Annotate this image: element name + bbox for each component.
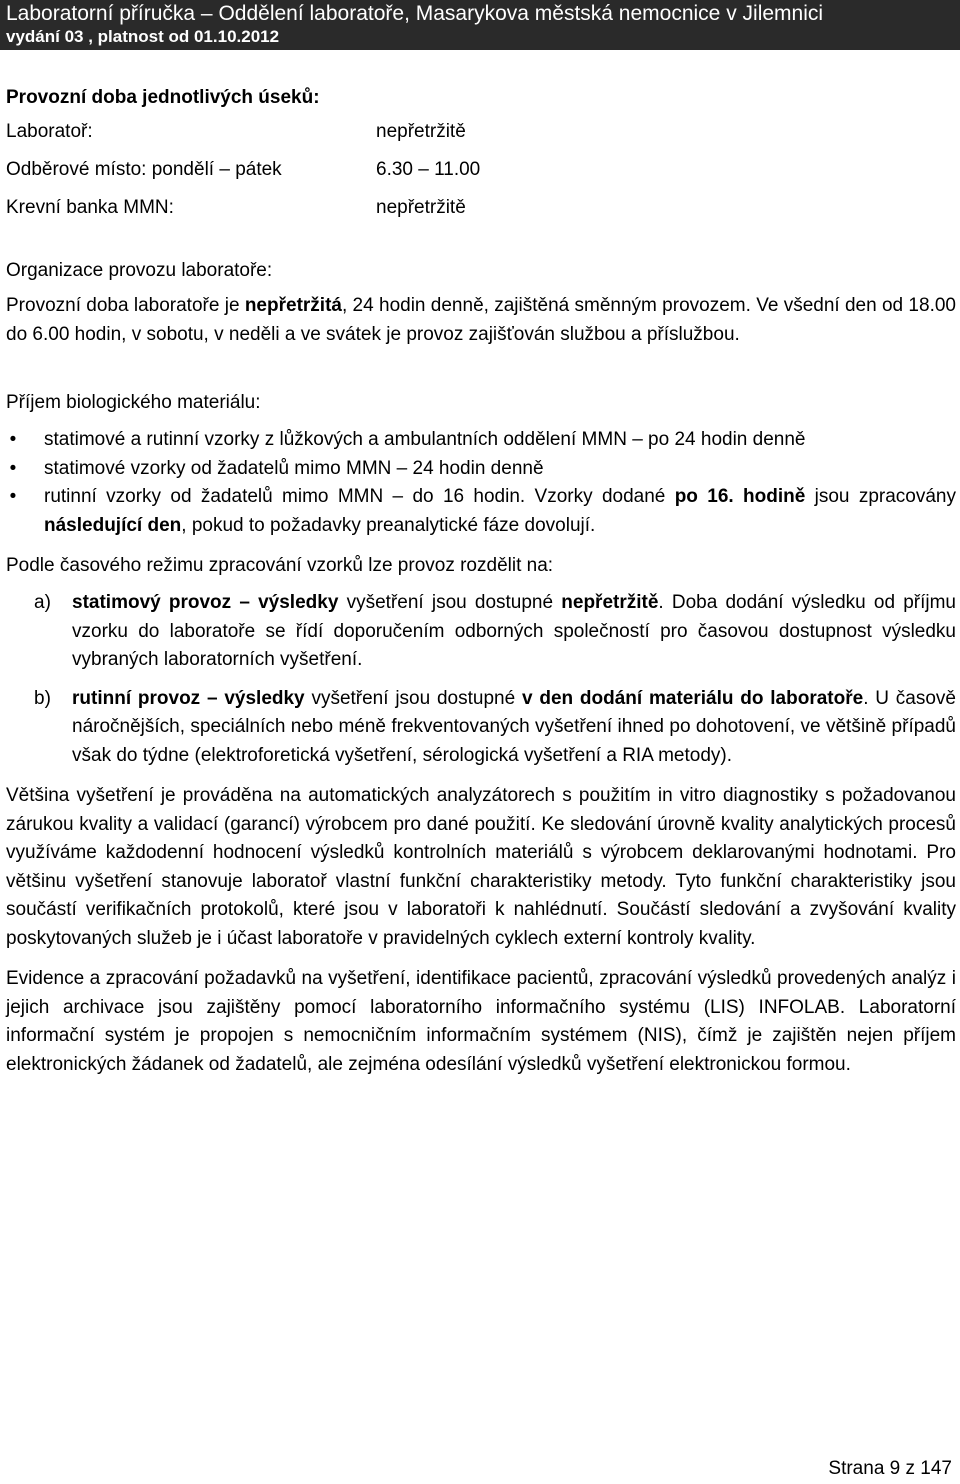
bullet-icon: • [9, 486, 17, 507]
item-text [72, 685, 956, 771]
hours-row-value: nepřetržitě [376, 121, 466, 142]
hours-row-label: Odběrové místo: pondělí – pátek [6, 159, 282, 180]
text-run-bold: následující den [44, 514, 182, 536]
text-run: . U časově náročnějších, speciálních nebo méně frekventovaných vyšetření ihned po dohotovení, ve většině případů však do týdne (elektroforetická vyšetření, sérologická vyšetření a RIA metody). [72, 687, 956, 766]
hours-row-label: Krevní banka MMN: [6, 197, 174, 218]
bullet-icon: • [9, 429, 17, 450]
edition-info: vydání 03 , platnost od 01.10.2012 [6, 27, 280, 46]
page-number: Strana 9 z 147 [828, 1458, 952, 1479]
organization-paragraph [6, 292, 956, 349]
hours-row-value: nepřetržitě [376, 197, 466, 218]
regime-item-b [6, 685, 956, 771]
item-text [72, 589, 956, 675]
list-item-text: statimové a rutinní vzorky z lůžkových a ambulantních oddělení MMN – po 24 hodin denně [44, 429, 806, 450]
list-item [6, 426, 956, 455]
text-run-bold: po 16. hodině [674, 486, 806, 507]
list-item-text: statimové vzorky od žadatelů mimo MMN – 24 hodin denně [44, 457, 544, 479]
page-header [0, 0, 960, 50]
hours-row [6, 113, 956, 151]
text-run: vyšetření jsou dostupné [304, 687, 522, 709]
section-heading-organization: Organizace provozu laboratoře: [6, 260, 273, 281]
document-title: Laboratorní příručka – Oddělení laboratoře, Masarykova městská nemocnice v Jilemnici [6, 2, 824, 25]
text-run-bold: statimový provoz – výsledky [72, 592, 339, 613]
quality-paragraph: Většina vyšetření je prováděna na automatických analyzátorech s použitím in vitro diagnostiky s požadovanou zárukou kvality a validací (garancí) výrobcem pro dané použití. Ke sledování úrovně kvality analytických procesů využíváme každodenní hodnocení výsledků kontrolních materiálů s výrobcem deklarovanými hodnotami. Pro většinu vyšetření stanovuje laboratoř vlastní funkční charakteristiky metody. Tyto funkční charakteristiky jsou součástí verifikačních protokolů, které jsou v laboratoři k nahlédnutí. Součástí sledování a zvyšování kvality poskytovaných služeb je i účast laboratoře v pravidelných cyklech externí kontroly kvality. [6, 785, 956, 949]
bullet-icon: • [9, 457, 17, 479]
text-run: rutinní vzorky od žadatelů mimo MMN – do 16 hodin. Vzorky dodané [44, 486, 675, 507]
text-run-bold: rutinní provoz – výsledky [72, 687, 305, 709]
text-run: jsou zpracovány [805, 486, 957, 507]
document-body [6, 84, 956, 1079]
hours-row [6, 151, 956, 189]
item-label: a) [34, 592, 51, 613]
text-run: Provozní doba laboratoře je [6, 295, 245, 316]
text-run: , pokud to požadavky preanalytické fáze dovolují. [181, 514, 596, 536]
regime-item-a [6, 589, 956, 675]
text-run: , 24 hodin denně, zajištěná směnným provozem. Ve všední den od 18.00 do 6.00 hodin, v sobotu, v neděli a ve svátek je provoz zajišťován službou a příslužbou. [6, 295, 956, 345]
hours-row-value: 6.30 – 11.00 [376, 159, 481, 180]
item-label: b) [34, 687, 51, 709]
text-run-bold: nepřetržitá [244, 295, 342, 316]
regime-intro: Podle časového režimu zpracování vzorků lze provoz rozdělit na: [6, 555, 554, 576]
text-run-bold: nepřetržitě [561, 592, 659, 613]
text-run: vyšetření jsou dostupné [338, 592, 562, 613]
receipt-list [6, 426, 956, 540]
list-item [6, 455, 956, 484]
section-heading-hours: Provozní doba jednotlivých úseků: [6, 87, 320, 108]
section-heading-receipt: Příjem biologického materiálu: [6, 392, 261, 413]
text-run: . Doba dodání výsledku od příjmu vzorku do laboratoře se řídí doporučením odborných společností pro časovou dostupnost výsledku vybraných laboratorních vyšetření. [72, 592, 956, 670]
lis-paragraph: Evidence a zpracování požadavků na vyšetření, identifikace pacientů, zpracování výsledků provedených analýz i jejich archivace jsou zajištěny pomocí laboratorního informačního systému (LIS) INFOLAB. Laboratorní informační systém je propojen s nemocničním informačním systémem (NIS), čímž je zajištěn nejen příjem elektronických žádanek od žadatelů, ale zejména odesílání výsledků vyšetření elektronickou formou. [6, 968, 956, 1075]
list-item [6, 483, 956, 540]
hours-row-label: Laboratoř: [6, 121, 93, 142]
text-run-bold: v den dodání materiálu do laboratoře [521, 687, 864, 709]
hours-row [6, 189, 956, 227]
